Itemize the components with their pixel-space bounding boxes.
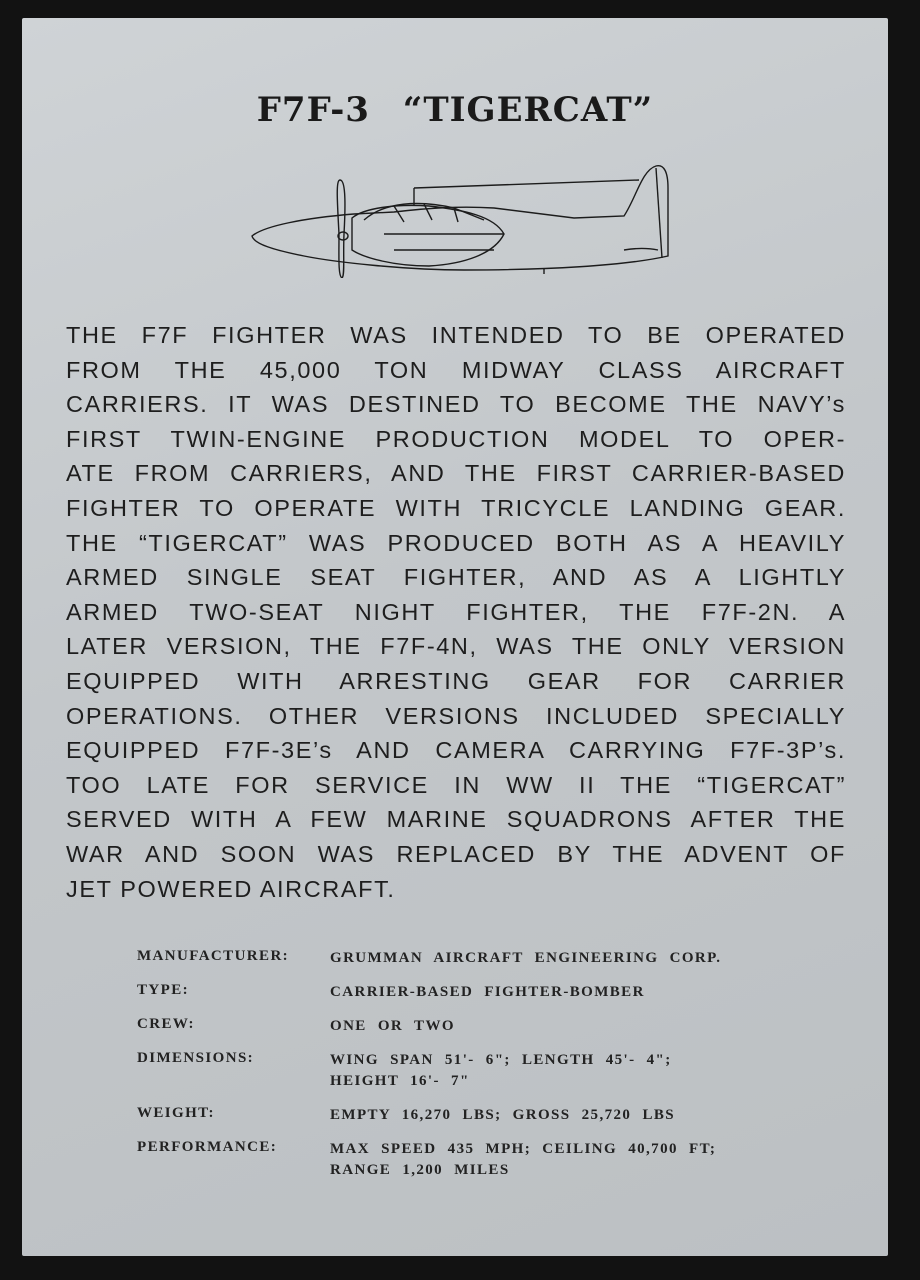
description-line: LATER VERSION, THE F7F-4N, WAS THE ONLY VERSION: [66, 633, 846, 660]
description-line: ARMED SINGLE SEAT FIGHTER, AND AS A LIGHTLY: [66, 564, 846, 591]
specifications-table: [137, 948, 817, 1194]
description-line: TOO LATE FOR SERVICE IN WW II THE “TIGERCAT”: [66, 771, 846, 798]
spec-value-line: MAX SPEED 435 MPH; CEILING 40,700 FT;: [330, 1141, 717, 1157]
description-line: CARRIERS. IT WAS DESTINED TO BECOME THE NAVY’s: [66, 391, 846, 418]
spec-value-line: RANGE 1,200 MILES: [330, 1162, 510, 1178]
spec-value: [330, 1016, 817, 1037]
spec-value-line: GRUMMAN AIRCRAFT ENGINEERING CORP.: [330, 950, 722, 966]
info-plaque: [22, 18, 888, 1256]
spec-value: [330, 948, 817, 969]
spec-label: CREW:: [137, 1016, 195, 1032]
spec-value: [330, 1050, 817, 1092]
spec-label: TYPE:: [137, 982, 189, 998]
description-line: THE “TIGERCAT” WAS PRODUCED BOTH AS A HEAVILY: [66, 529, 846, 556]
spec-label: MANUFACTURER:: [137, 948, 290, 964]
spec-value-line: CARRIER-BASED FIGHTER-BOMBER: [330, 984, 645, 1000]
spec-label: WEIGHT:: [137, 1105, 215, 1121]
description-line: EQUIPPED WITH ARRESTING GEAR FOR CARRIER: [66, 667, 846, 694]
spec-label: DIMENSIONS:: [137, 1050, 255, 1066]
spec-row-type: [137, 982, 817, 1003]
spec-value: [330, 1105, 817, 1126]
spec-row-crew: [137, 1016, 817, 1037]
description-line: EQUIPPED F7F-3E’s AND CAMERA CARRYING F7F-3P’s.: [66, 737, 846, 764]
spec-value: [330, 1139, 817, 1181]
description-line: SERVED WITH A FEW MARINE SQUADRONS AFTER THE: [66, 806, 846, 833]
spec-row-dimensions: [137, 1050, 817, 1092]
description-line: FIGHTER TO OPERATE WITH TRICYCLE LANDING GEAR.: [66, 494, 846, 521]
spec-value-line: ONE OR TWO: [330, 1018, 455, 1034]
description-line: FROM THE 45,000 TON MIDWAY CLASS AIRCRAFT: [66, 356, 846, 383]
spec-value-line: EMPTY 16,270 LBS; GROSS 25,720 LBS: [330, 1107, 676, 1123]
plaque-title: F7F-3 “TIGERCAT”: [256, 90, 654, 130]
description-line: ATE FROM CARRIERS, AND THE FIRST CARRIER-BASED: [66, 460, 846, 487]
spec-value-line: WING SPAN 51'- 6"; LENGTH 45'- 4";: [330, 1052, 672, 1068]
spec-row-performance: [137, 1139, 817, 1181]
description-text: [66, 318, 846, 906]
spec-value-line: HEIGHT 16'- 7": [330, 1073, 470, 1089]
aircraft-silhouette-icon: [244, 158, 674, 278]
spec-value: [330, 982, 817, 1003]
description-line: THE F7F FIGHTER WAS INTENDED TO BE OPERATED: [66, 322, 846, 348]
spec-label: PERFORMANCE:: [137, 1139, 278, 1155]
description-line: WAR AND SOON WAS REPLACED BY THE ADVENT OF: [66, 840, 846, 867]
description-line: JET POWERED AIRCRAFT.: [66, 875, 396, 902]
description-line: OPERATIONS. OTHER VERSIONS INCLUDED SPECIALLY: [66, 702, 846, 729]
spec-row-weight: [137, 1105, 817, 1126]
description-line: ARMED TWO-SEAT NIGHT FIGHTER, THE F7F-2N. A: [66, 598, 846, 625]
description-line: FIRST TWIN-ENGINE PRODUCTION MODEL TO OPER-: [66, 425, 846, 452]
spec-row-manufacturer: [137, 948, 817, 969]
